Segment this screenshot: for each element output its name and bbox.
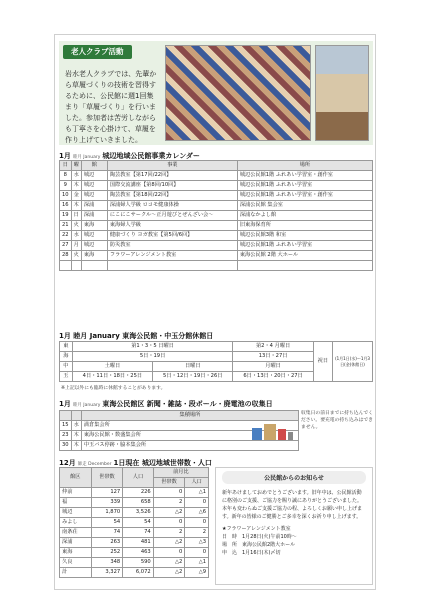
- recycle-items-icon: [251, 420, 295, 442]
- table-row: 仲前 127 226 0 △1: [60, 488, 209, 498]
- notice-body: 新年あけましておめでとうございます。旧年中は、公民館活動に格別のご支援、ご協力を賜り誠にありがとうございました。本年も変わらぬご支援ご協力の程、よろしくお願い申し上げます。新年の皆様のご健勝とご多幸を深くお祈り申し上げます。 ★フラワーアレンジメント教室 日 時 1月28日(火)午前10時～ 場 所 東海公民館2階大ホール 申 込 1月16日(木)〆切: [216, 487, 372, 559]
- table-row: 計 3,327 6,072 △2 △9: [60, 568, 209, 578]
- newsletter-page: [54, 34, 376, 590]
- table-row: 深浦 263 481 △2 △3: [60, 538, 209, 548]
- population-table: 館区 世帯数 人口 前月比 世帯数 人口 仲前 127 226 0 △1 福 339 658 2 0 城辺 1,870 3,526 △2 △6 みよし 54 54 0 0 南条荘 74 74 2 2 深浦 263 481 △2 △3 東海 252 463 0 0 久良 348 590 △2 △1 計 3,327 6,072 △2 △9: [59, 467, 209, 578]
- table-row: 19 日 深浦 にこにこサークル～正月遊びとぜんざい会～ 深浦なかよし館: [60, 211, 373, 221]
- table-row: 21 火 東海 東海婦人学級 旧東海保育所: [60, 221, 373, 231]
- event-calendar-table: 日 曜 館 事業 場所 8 水 城辺 陶芸教室【第17回/22回】 城辺公民館1階 ふれあい学習室・創作室 9 木 城辺 国際交流講座【第8回/10回】 城辺公民館1階 ふれあい学習室 10 金 城辺 陶芸教室【第18回/22回】 城辺公民館1階 ふれあい学習室・創作室 16 木 深浦 深浦婦人学級 ロコモ健康体操 深浦公民館 集会室 19 日 深浦 にこにこサークル～正月遊びとぜんざい会～ 深浦なかよし館 21 火 東海 東海婦人学級 旧東海保育所 22 水 城辺 健康づくり ヨガ教室【第5回/6回】 城辺公民館3階 和室 27 月 城辺 防災教室 城辺公民館1階 ふれあい学習室 28 火 東海 フラワーアレンジメント教室 東海公民館 2階 大ホール: [59, 160, 373, 271]
- event-apply: 申 込 1月16日(木)〆切: [222, 550, 281, 556]
- closed-days-table: 東 第1・3・5 日曜日 第2・4 月曜日 祝日 (1月1日(水)～1月3日(金)休館日) 海 5日・19日 13日・27日 中 土曜日 日曜日 月曜日 玉 4日・11日・18日・25日 5日・12日・19日・26日 6日・13日・20日・27日: [59, 341, 373, 382]
- population-heading: 12月 師走 December 1日現在 城辺地域世帯数・人口: [59, 459, 212, 467]
- closed-note: ※上記以外にも臨時に休館することがあります。: [61, 386, 166, 391]
- event-where: 場 所 東海公民館2階大ホール: [222, 542, 296, 548]
- table-row: 23 木 東海公民館・数盛集会所: [60, 431, 299, 441]
- notice-title: 公民館からのお知らせ: [222, 471, 366, 484]
- table-row: 22 水 城辺 健康づくり ヨガ教室【第5回/6回】 城辺公民館3階 和室: [60, 231, 373, 241]
- table-row: 久良 348 590 △2 △1: [60, 558, 209, 568]
- table-row: 城辺 1,870 3,526 △2 △6: [60, 508, 209, 518]
- club-title: 老人クラブ活動: [63, 45, 132, 59]
- table-row: 15 水 満倉集会所: [60, 421, 299, 431]
- workshop-photo: [315, 45, 369, 141]
- table-row: 28 火 東海 フラワーアレンジメント教室 東海公民館 2階 大ホール: [60, 251, 373, 261]
- event-when: 日 時 1月28日(火)午前10時～: [222, 534, 297, 540]
- table-row: みよし 54 54 0 0: [60, 518, 209, 528]
- club-activity-section: [59, 41, 373, 145]
- sandals-photo: [165, 45, 311, 141]
- table-row: [60, 261, 373, 271]
- waste-note: 収集日の前日までに持ち込んでください。要充電の持ち込みはできません。: [301, 411, 373, 430]
- table-row: 30 木 中玉バス停跡・脇本集会所: [60, 441, 299, 451]
- table-row: 9 木 城辺 国際交流講座【第8回/10回】 城辺公民館1階 ふれあい学習室: [60, 181, 373, 191]
- table-row: 東海 252 463 0 0: [60, 548, 209, 558]
- table-row: 10 金 城辺 陶芸教室【第18回/22回】 城辺公民館1階 ふれあい学習室・創作室: [60, 191, 373, 201]
- table-row: 27 月 城辺 防災教室 城辺公民館1階 ふれあい学習室: [60, 241, 373, 251]
- closed-heading: 1月 睦月 January 東海公民館・中玉分館休館日: [59, 332, 214, 340]
- waste-collection-table: 集積場所 15 水 満倉集会所 23 木 東海公民館・数盛集会所 30 木 中玉バス停跡・脇本集会所: [59, 410, 299, 451]
- calendar-heading: 1月 睦月 January 城辺地域公民館事業カレンダー: [59, 152, 200, 160]
- club-text: 岩水老人クラブでは、先輩から草履づくりの技術を習得するために、公民館に週1回集まり「草履づくり」を行いました。参加者は苦労しながらも丁寧さを心掛けて、草履を作り上げていきました。: [65, 70, 157, 144]
- table-row: 南条荘 74 74 2 2: [60, 528, 209, 538]
- waste-heading: 1月 睦月 January 東海公民館区 新聞・雑誌・段ボール・廃電池の収集日: [59, 400, 273, 408]
- notice-box: [215, 467, 373, 585]
- event-title: ★フラワーアレンジメント教室: [222, 526, 291, 532]
- table-row: 8 水 城辺 陶芸教室【第17回/22回】 城辺公民館1階 ふれあい学習室・創作室: [60, 171, 373, 181]
- table-row: 16 木 深浦 深浦婦人学級 ロコモ健康体操 深浦公民館 集会室: [60, 201, 373, 211]
- table-row: 福 339 658 2 0: [60, 498, 209, 508]
